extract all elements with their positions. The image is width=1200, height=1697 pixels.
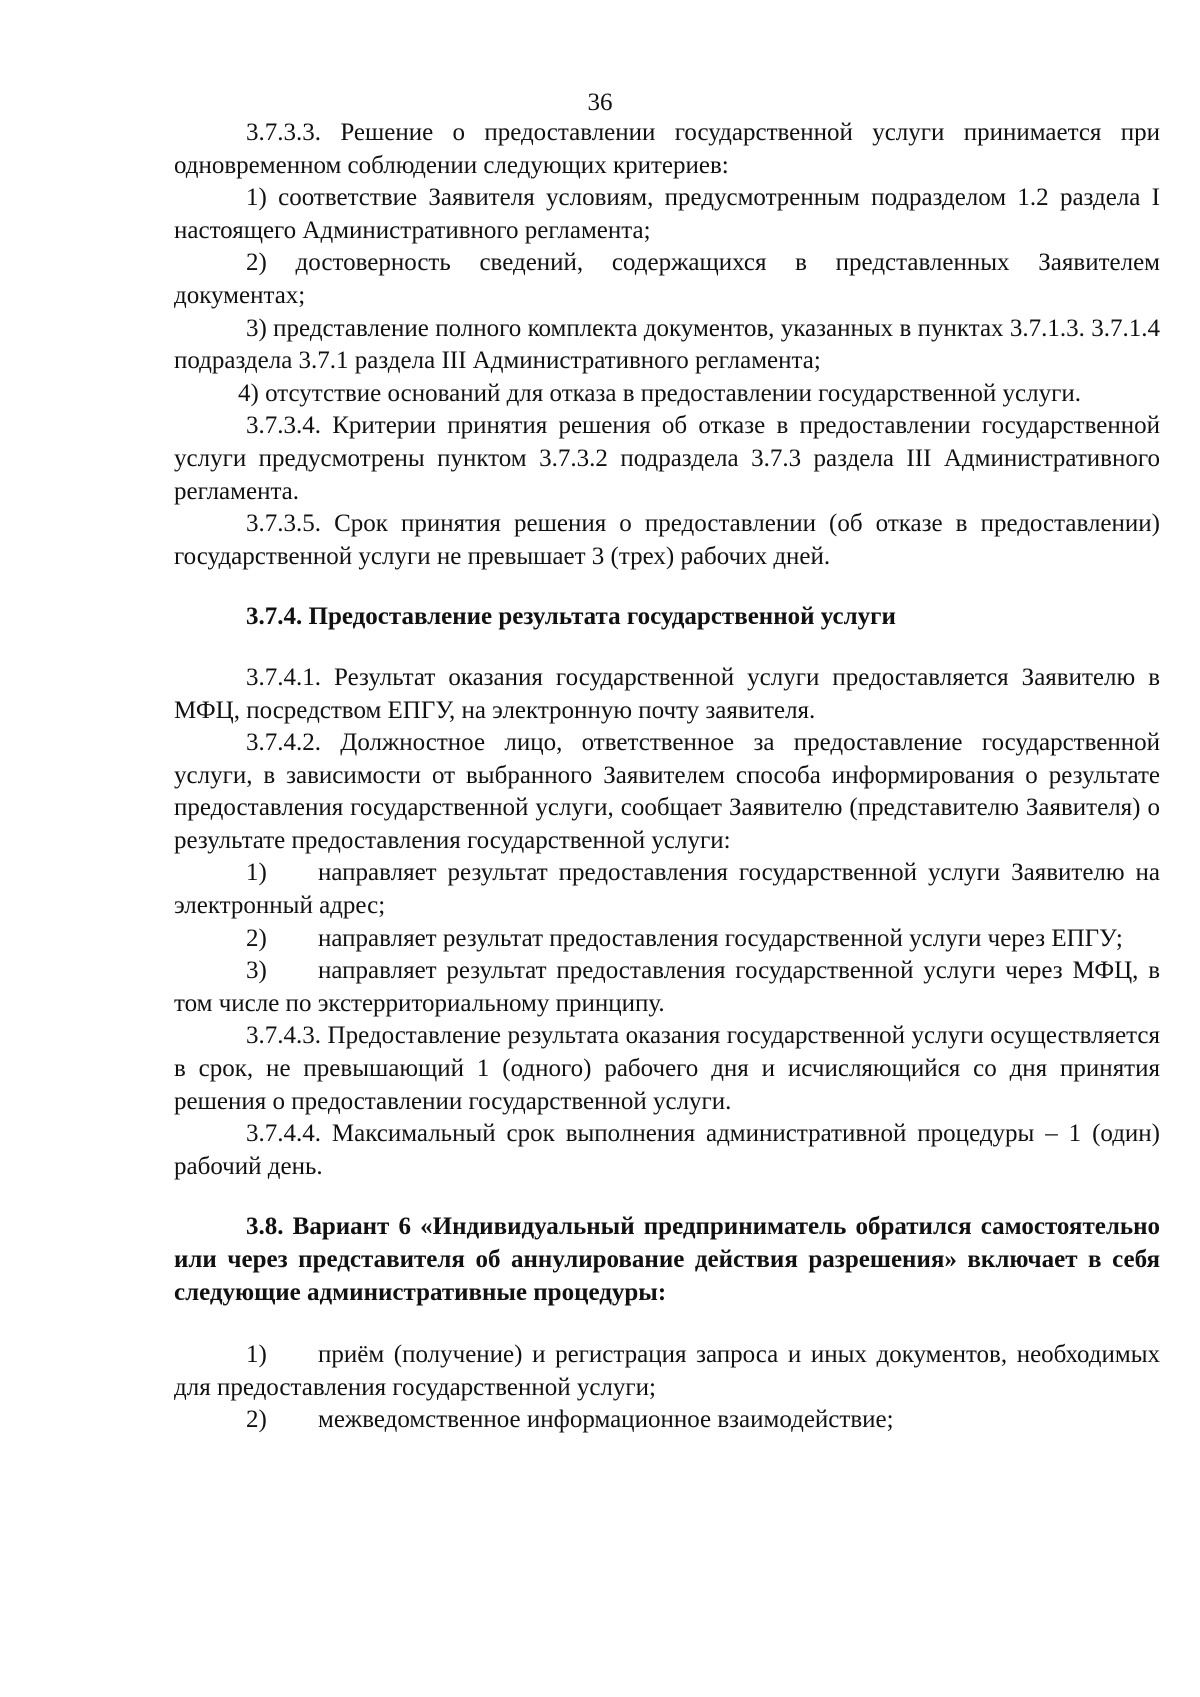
criterion-1: 1) соответствие Заявителя условиям, предусмотренным подразделом 1.2 раздела I настоящего Административного регламента; [174, 184, 1160, 244]
criterion-4: 4) отсутствие оснований для отказа в предоставлении государственной услуги. [238, 379, 1081, 407]
list-item-result-mfc [174, 955, 1160, 1020]
paragraph-3-7-4-1: 3.7.4.1. Результат оказания государственной услуги предоставляется Заявителю в МФЦ, посредством ЕПГУ, на электронную почту заявителя. [174, 663, 1160, 724]
list-text: межведомственное информационное взаимодействие; [318, 1406, 894, 1434]
list-text: приём (получение) и регистрация запроса и иных документов, необходимых для предоставления государственной услуги; [174, 1341, 1160, 1401]
paragraph-3-7-3-5: 3.7.3.5. Срок принятия решения о предоставлении (об отказе в предоставлении) государственной услуги не превышает 3 (трех) рабочих дней. [174, 510, 1160, 570]
list-text: направляет результат предоставления государственной услуги через ЕПГУ; [318, 924, 1123, 952]
list-number: 1) [246, 1341, 267, 1369]
list-item-procedure-2 [174, 1404, 1160, 1437]
section-heading-3-7-4: 3.7.4. Предоставление результата государственной услуги [246, 603, 896, 631]
paragraph-3-7-3-3: 3.7.3.3. Решение о предоставлении государственной услуги принимается при одновременном соблюдении следующих критериев: [174, 119, 1160, 179]
document-body [174, 117, 1160, 1437]
list-number: 1) [246, 859, 267, 887]
paragraph-3-7-4-3: 3.7.4.3. Предоставление результата оказания государственной услуги осуществляется в срок, не превышающий 1 (одного) рабочего дня и исчисляющийся со дня принятия решения о предоставлении государственной услуги. [174, 1022, 1160, 1115]
list-text: направляет результат предоставления государственной услуги через МФЦ, в том числе по экстерриториальному принципу. [174, 957, 1160, 1017]
page-number: 36 [587, 89, 613, 116]
list-number: 3) [246, 957, 267, 985]
paragraph-3-7-4-4: 3.7.4.4. Максимальный срок выполнения административной процедуры – 1 (один) рабочий день. [174, 1120, 1160, 1180]
list-item-result-epgu [174, 923, 1160, 956]
list-item-result-email [174, 857, 1160, 922]
criterion-3: 3) представление полного комплекта документов, указанных в пунктах 3.7.1.3. 3.7.1.4 подраздела 3.7.1 раздела III Административного регламента; [174, 314, 1160, 375]
list-item-procedure-1 [174, 1339, 1160, 1404]
paragraph-3-7-3-4: 3.7.3.4. Критерии принятия решения об отказе в предоставлении государственной услуги предусмотрены пунктом 3.7.3.2 подраздела 3.7.3 раздела III Административного регламента. [174, 412, 1160, 505]
section-heading-3-8: 3.8. Вариант 6 «Индивидуальный предприниматель обратился самостоятельно или через представителя об аннулирование действия разрешения» включает в себя следующие административные процедуры: [174, 1213, 1160, 1306]
paragraph-3-7-4-2: 3.7.4.2. Должностное лицо, ответственное за предоставление государственной услуги, в зависимости от выбранного Заявителем способа информирования о результате предоставления государственной услуги, сообщает Заявителю (представителю Заявителя) о результате предоставления государственной услуги: [174, 729, 1160, 854]
list-number: 2) [246, 1406, 267, 1434]
list-number: 2) [246, 924, 267, 952]
criterion-2: 2) достоверность сведений, содержащихся в представленных Заявителем документах; [174, 249, 1160, 309]
list-text: направляет результат предоставления государственной услуги Заявителю на электронный адрес; [174, 859, 1160, 920]
